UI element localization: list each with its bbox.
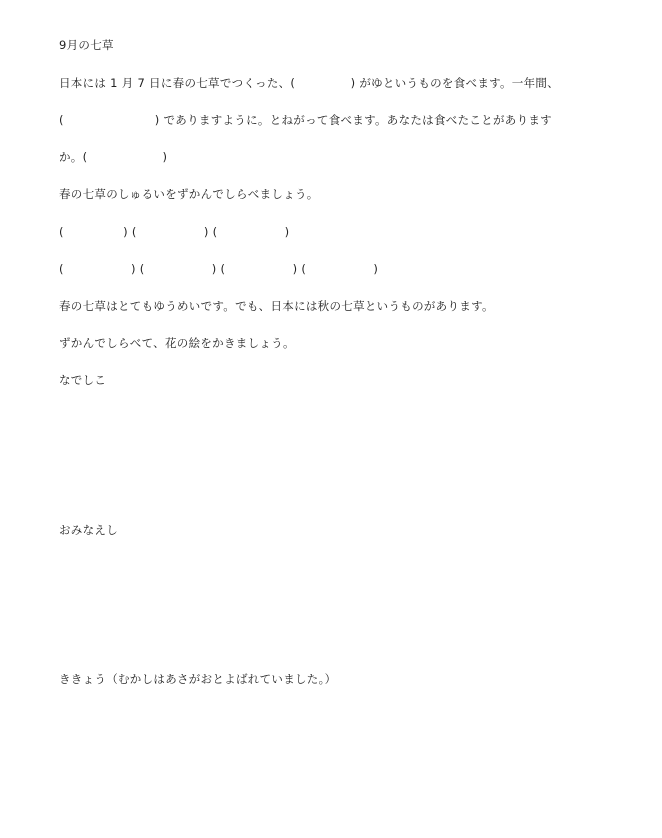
drawing-instruction: ずかんでしらべて、花の絵をかきましょう。	[59, 336, 295, 350]
instruction-spring-herbs: 春の七草のしゅるいをずかんでしらべましょう。	[59, 187, 319, 201]
flower-label-ominaeshi: おみなえし	[59, 523, 118, 537]
flower-label-nadeshiko: なでしこ	[59, 373, 107, 387]
answer-blanks-row-1: ( ) ( ) ( )	[59, 225, 290, 239]
autumn-herbs-intro: 春の七草はとてもゆうめいです。でも、日本には秋の七草というものがあります。	[59, 299, 494, 313]
paragraph-line-2: ( ) でありますように。とねがって食べます。あなたは食べたことがあります	[59, 113, 552, 127]
answer-blanks-row-2: ( ) ( ) ( ) ( )	[59, 262, 379, 276]
paragraph-line-1: 日本には 1 月 7 日に春の七草でつくった、( ) がゆというものを食べます。一年間、	[59, 76, 560, 90]
paragraph-line-3: か。( )	[59, 150, 168, 164]
flower-label-kikyou: ききょう（むかしはあさがおとよばれていました。）	[59, 672, 337, 686]
page-title: 9月の七草	[59, 38, 114, 52]
